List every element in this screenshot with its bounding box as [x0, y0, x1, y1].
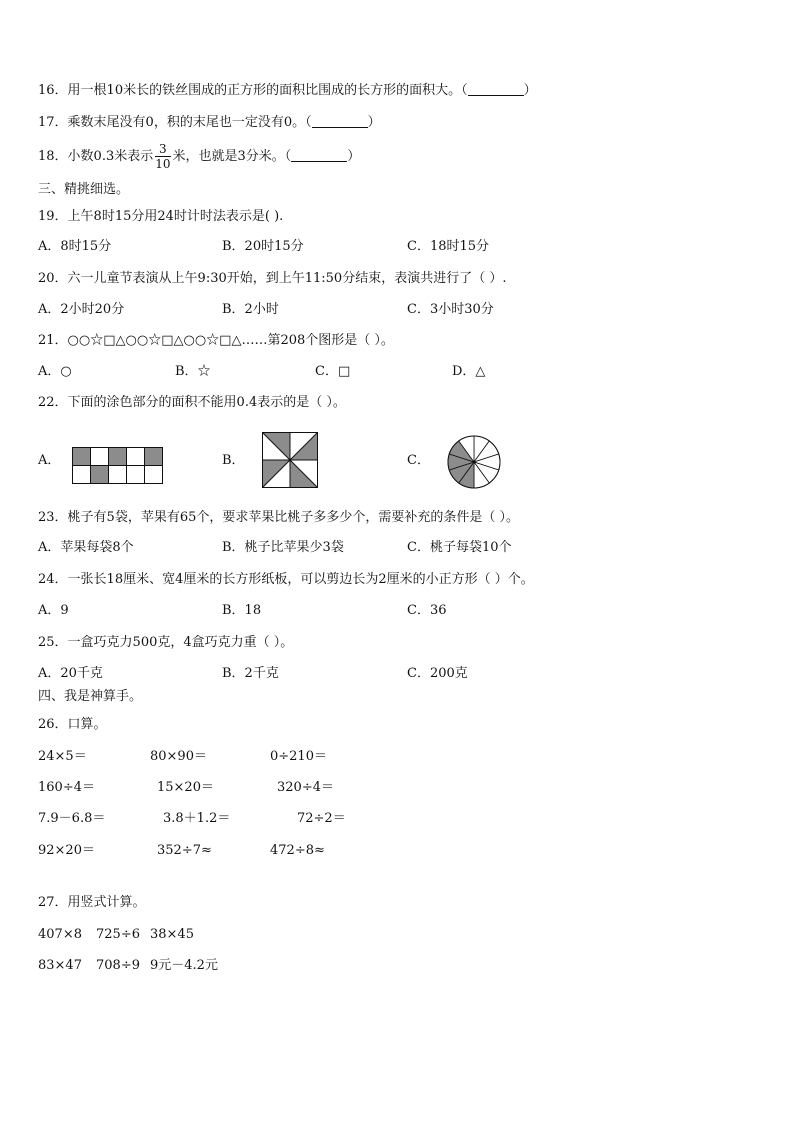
- q21-option-a[interactable]: A．○: [38, 364, 72, 379]
- q20-option-a[interactable]: A．2小时20分: [38, 302, 125, 317]
- question-24: 24．一张长18厘米、宽4厘米的长方形纸板，可以剪边长为2厘米的小正方形（ ）个。: [38, 572, 534, 587]
- section-4-heading: 四、我是神算手。: [38, 689, 143, 704]
- question-19: 19．上午8时15分用24时计时法表示是( ).: [38, 209, 284, 224]
- q27-item: 725÷6: [96, 927, 140, 942]
- q26-item: 15×20＝: [157, 780, 214, 795]
- answer-blank-18[interactable]: [291, 149, 347, 162]
- answer-blank-16[interactable]: [468, 83, 524, 96]
- q26-item: 320÷4＝: [277, 780, 334, 795]
- q22-option-c[interactable]: C．: [407, 453, 430, 468]
- circle-figure-c: [446, 434, 502, 490]
- fraction-3-10: $\frac{3}{10}$: [155, 142, 171, 171]
- q27-item: 407×8: [38, 927, 82, 942]
- question-17-text: 17．乘数末尾没有0，积的末尾也一定没有0。（: [38, 115, 312, 130]
- q26-item: 0÷210＝: [270, 749, 327, 764]
- question-17: 17．乘数末尾没有0，积的末尾也一定没有0。（ ）: [38, 115, 381, 130]
- q27-item: 83×47: [38, 958, 82, 973]
- question-16: 16．用一根10米长的铁丝围成的正方形的面积比围成的长方形的面积大。（ ）: [38, 83, 537, 98]
- q19-option-a[interactable]: A．8时15分: [38, 239, 112, 254]
- question-26: 26．口算。: [38, 717, 107, 732]
- q26-item: 160÷4＝: [38, 780, 95, 795]
- q19-option-b[interactable]: B．20时15分: [222, 239, 304, 254]
- grid-figure-a: [72, 447, 164, 485]
- q22-option-a[interactable]: A．: [38, 453, 61, 468]
- q26-item: 24×5＝: [38, 749, 87, 764]
- q26-item: 3.8＋1.2＝: [163, 811, 231, 826]
- q23-option-a[interactable]: A．苹果每袋8个: [38, 540, 134, 555]
- q19-option-c[interactable]: C．18时15分: [407, 239, 490, 254]
- answer-blank-17[interactable]: [312, 115, 368, 128]
- question-18: 18．小数0.3米表示 $\frac{3}{10}$ 米，也就是3分米。（ ）: [38, 142, 361, 171]
- q24-option-b[interactable]: B．18: [222, 603, 262, 618]
- q25-option-a[interactable]: A．20千克: [38, 666, 103, 681]
- q24-option-c[interactable]: C．36: [407, 603, 447, 618]
- question-25: 25．一盒巧克力500克，4盒巧克力重（ ）。: [38, 635, 294, 650]
- section-3-heading: 三、精挑细选。: [38, 182, 130, 197]
- question-23: 23．桃子有5袋，苹果有65个，要求苹果比桃子多多少个，需要补充的条件是（ ）。: [38, 510, 519, 525]
- q23-option-b[interactable]: B．桃子比苹果少3袋: [222, 540, 344, 555]
- question-27: 27．用竖式计算。: [38, 895, 146, 910]
- q27-item: 38×45: [150, 927, 194, 942]
- q25-option-b[interactable]: B．2千克: [222, 666, 279, 681]
- q26-item: 72÷2＝: [297, 811, 346, 826]
- q21-option-d[interactable]: D．△: [452, 364, 486, 379]
- question-21: 21．○○☆□△○○☆□△○○☆□△……第208个图形是（ ）。: [38, 333, 394, 348]
- q22-option-b[interactable]: B．: [222, 453, 245, 468]
- q27-item: 9元－4.2元: [150, 958, 218, 973]
- q26-item: 352÷7≈: [157, 843, 212, 858]
- q26-item: 80×90＝: [150, 749, 207, 764]
- question-20: 20．六一儿童节表演从上午9:30开始，到上午11:50分结束，表演共进行了（ ）.: [38, 271, 507, 286]
- q26-item: 7.9－6.8＝: [38, 811, 106, 826]
- q24-option-a[interactable]: A．9: [38, 603, 69, 618]
- q21-option-c[interactable]: C．□: [315, 364, 351, 379]
- square-figure-b: [262, 432, 318, 488]
- question-16-text: 16．用一根10米长的铁丝围成的正方形的面积比围成的长方形的面积大。（: [38, 83, 468, 98]
- q23-option-c[interactable]: C．桃子每袋10个: [407, 540, 512, 555]
- q20-option-c[interactable]: C．3小时30分: [407, 302, 494, 317]
- question-18-text: 18．小数0.3米表示: [38, 149, 154, 164]
- q25-option-c[interactable]: C．200克: [407, 666, 468, 681]
- q21-option-b[interactable]: B．☆: [175, 364, 211, 379]
- q20-option-b[interactable]: B．2小时: [222, 302, 279, 317]
- question-22: 22．下面的涂色部分的面积不能用0.4表示的是（ ）。: [38, 395, 346, 410]
- q26-item: 92×20＝: [38, 843, 95, 858]
- q27-item: 708÷9: [96, 958, 140, 973]
- q26-item: 472÷8≈: [270, 843, 325, 858]
